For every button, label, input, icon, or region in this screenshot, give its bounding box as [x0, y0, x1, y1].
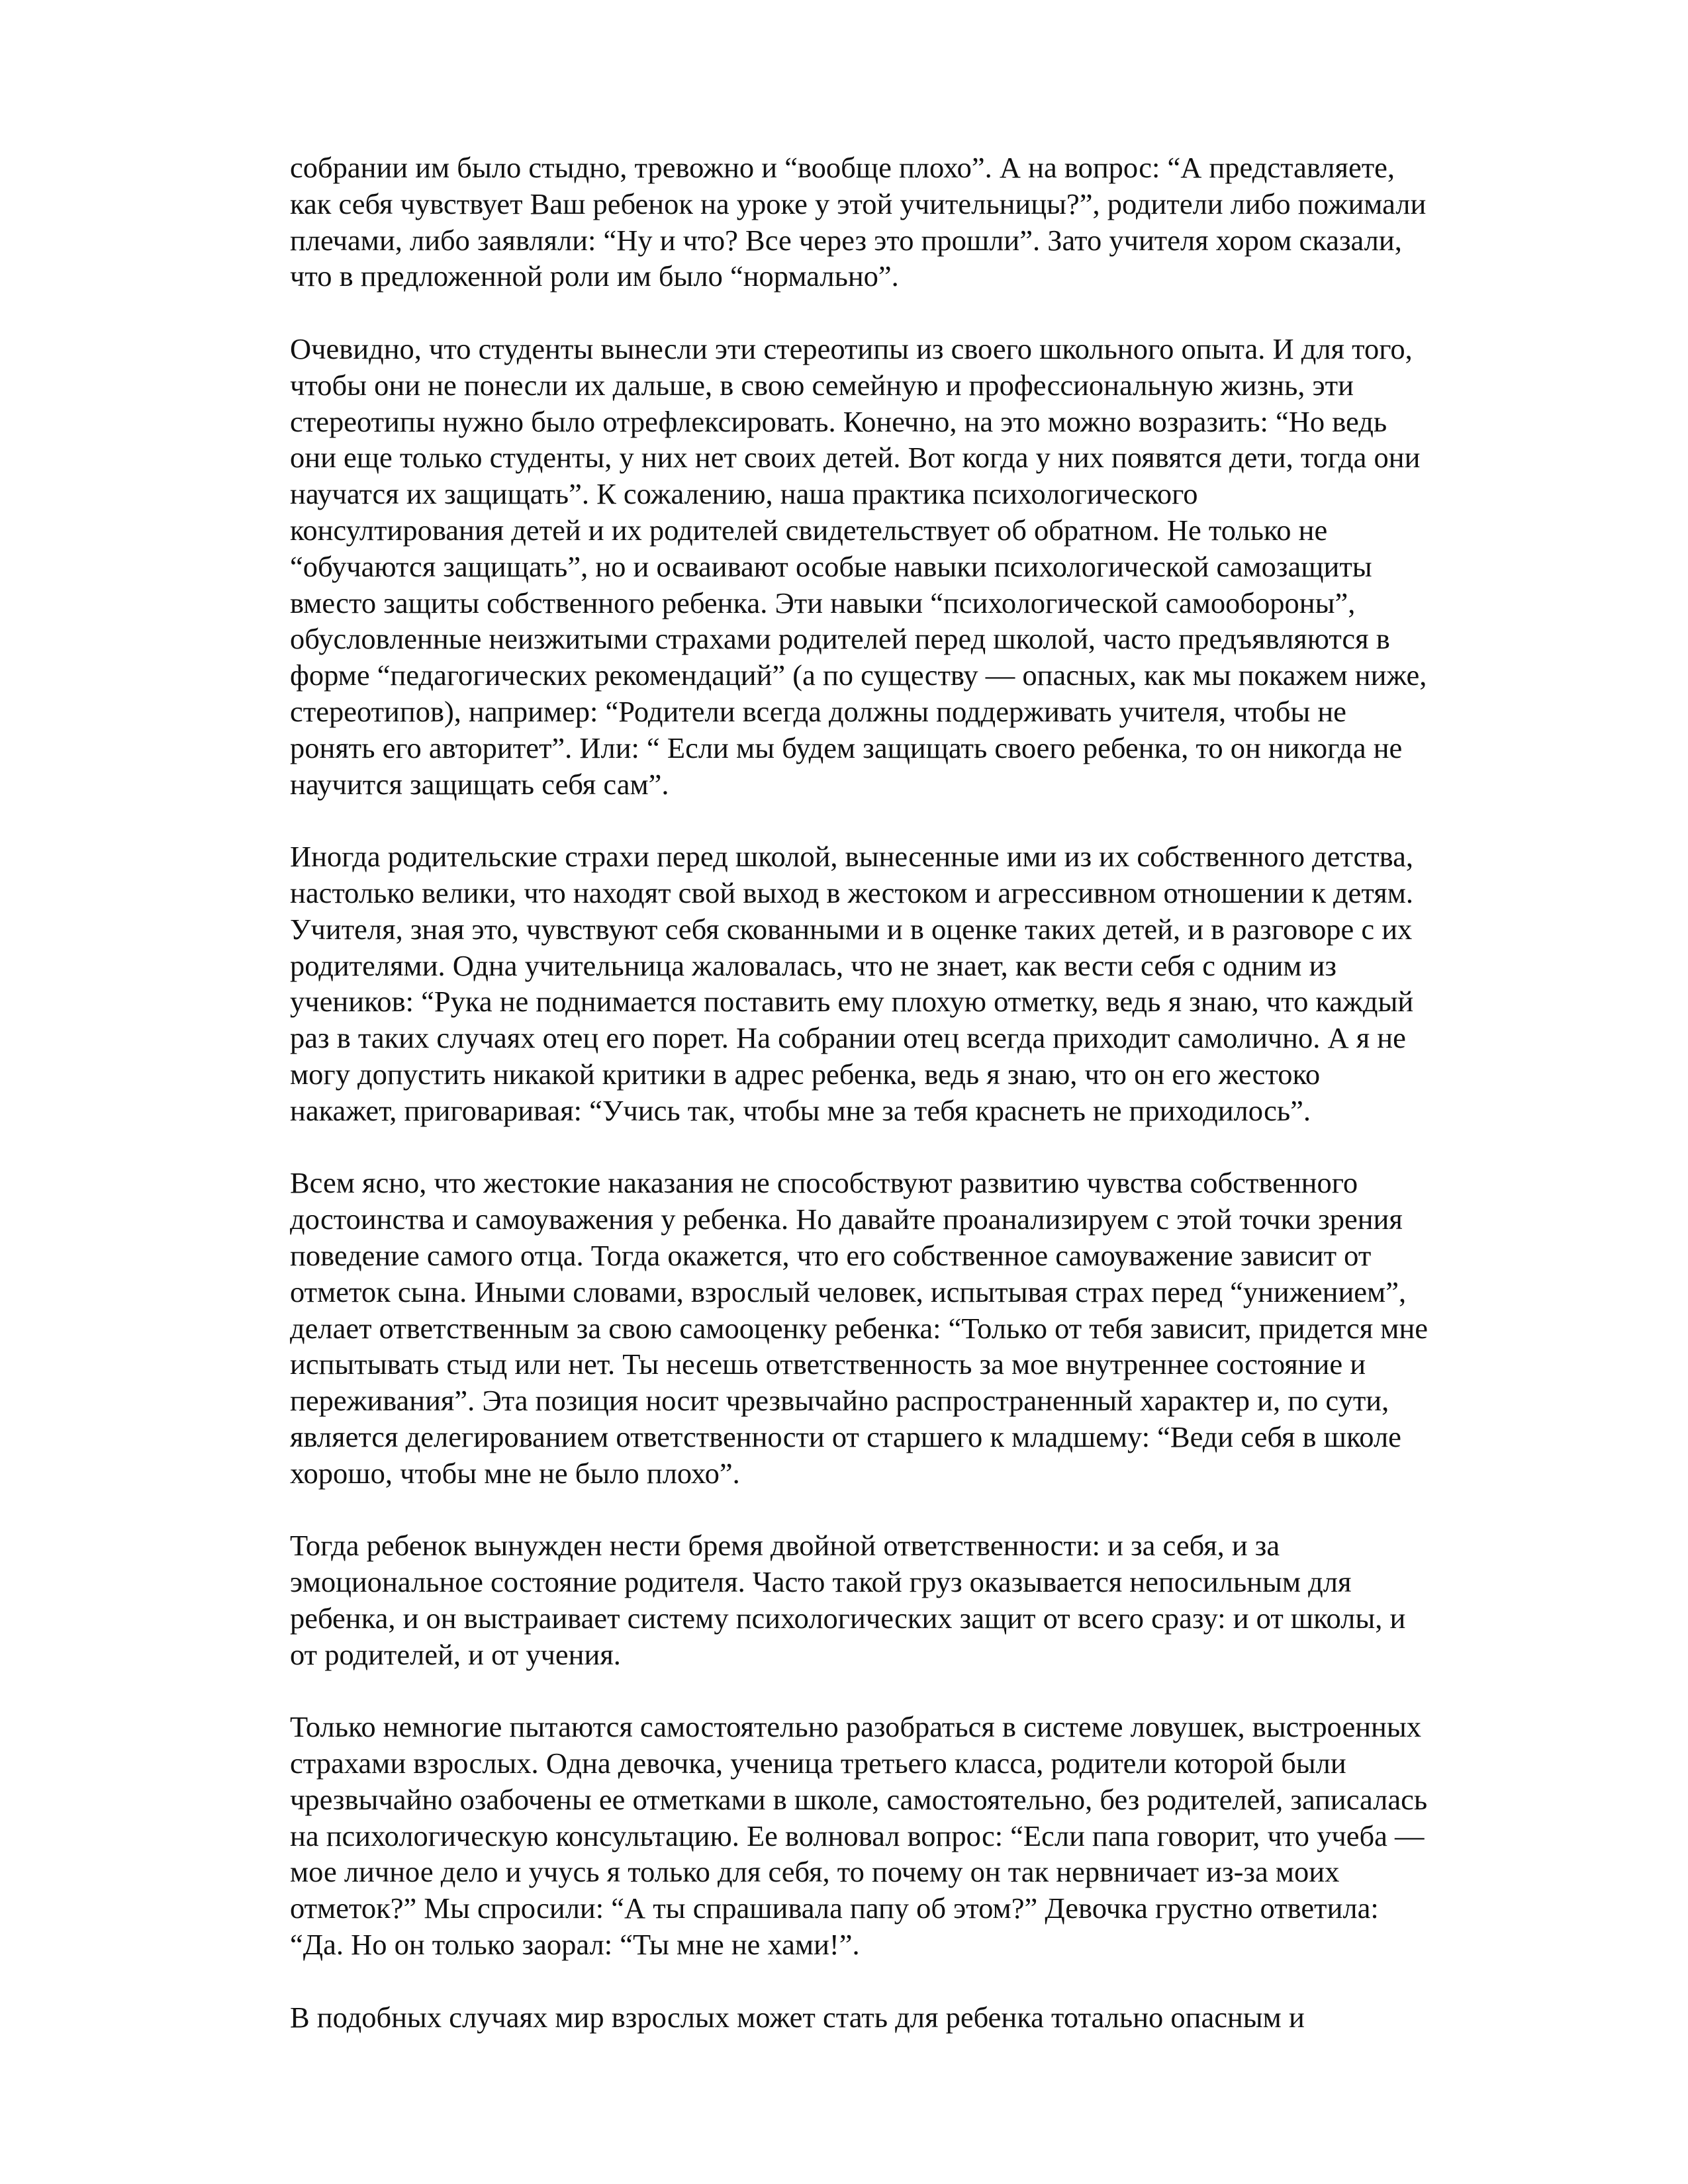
text-line: что в предложенной роли им было “нормально”.	[290, 259, 899, 293]
paragraph-7	[290, 1999, 1508, 2036]
text-line: учеников: “Рука не поднимается поставить ему плохую отметку, ведь я знаю, что каждый	[290, 985, 1414, 1019]
text-line: собрании им было стыдно, тревожно и “вообще плохо”. А на вопрос: “А представляете,	[290, 151, 1395, 184]
text-line: достоинства и самоуважения у ребенка. Но давайте проанализируем с этой точки зрения	[290, 1203, 1403, 1236]
text-line: чрезвычайно озабочены ее отметками в школе, самостоятельно, без родителей, записалась	[290, 1782, 1428, 1816]
text-line: вместо защиты собственного ребенка. Эти навыки “психологической самообороны”,	[290, 586, 1356, 619]
text-line: форме “педагогических рекомендаций” (а по существу — опасных, как мы покажем ниже,	[290, 659, 1427, 692]
text-line: делает ответственным за свою самооценку ребенка: “Только от тебя зависит, придется мне	[290, 1311, 1429, 1345]
paragraph-5	[290, 1527, 1508, 1672]
text-line: Учителя, зная это, чувствуют себя скованными и в оценке таких детей, и в разговоре с их	[290, 912, 1413, 946]
text-line: отметок сына. Иными словами, взрослый человек, испытывая страх перед “унижением”,	[290, 1275, 1407, 1308]
text-line: как себя чувствует Ваш ребенок на уроке у этой учительницы?”, родители либо пожимали	[290, 187, 1427, 220]
text-line: Иногда родительские страхи перед школой, вынесенные ими из их собственного детства,	[290, 840, 1413, 874]
paragraph-4	[290, 1165, 1508, 1491]
text-line: ронять его авторитет”. Или: “ Если мы будем защищать своего ребенка, то он никогда не	[290, 731, 1403, 764]
text-line: накажет, приговаривая: “Учись так, чтобы мне за тебя краснеть не приходилось”.	[290, 1093, 1311, 1127]
text-line: Только немногие пытаются самостоятельно разобраться в системе ловушек, выстроенных	[290, 1710, 1421, 1744]
paragraph-2	[290, 331, 1508, 802]
paragraph-1	[290, 150, 1508, 295]
text-line: они еще только студенты, у них нет своих детей. Вот когда у них появятся дети, тогда они	[290, 441, 1421, 475]
text-line: переживания”. Эта позиция носит чрезвычайно распространенный характер и, по сути,	[290, 1384, 1389, 1418]
text-line: раз в таких случаях отец его порет. На собрании отец всегда приходит самолично. А я не	[290, 1021, 1406, 1055]
text-line: плечами, либо заявляли: “Ну и что? Все через это прошли”. Зато учителя хором сказали,	[290, 223, 1402, 257]
text-line: испытывать стыд или нет. Ты несешь ответственность за мое внутреннее состояние и	[290, 1347, 1366, 1381]
text-line: В подобных случаях мир взрослых может стать для ребенка тотально опасным и	[290, 2000, 1305, 2034]
text-line: ребенка, и он выстраивает систему психологических защит от всего сразу: и от школы, и	[290, 1601, 1406, 1635]
text-line: страхами взрослых. Одна девочка, ученица третьего класса, родители которой были	[290, 1747, 1346, 1780]
text-line: от родителей, и от учения.	[290, 1637, 621, 1671]
text-line: “Да. Но он только заорал: “Ты мне не хами!”.	[290, 1928, 860, 1962]
text-line: могу допустить никакой критики в адрес ребенка, ведь я знаю, что он его жестоко	[290, 1057, 1321, 1091]
text-line: является делегированием ответственности от старшего к младшему: “Веди себя в школе	[290, 1420, 1401, 1453]
text-line: мое личное дело и учусь я только для себя, то почему он так нервничает из-за моих	[290, 1855, 1340, 1889]
text-line: “обучаются защищать”, но и осваивают особые навыки психологической самозащиты	[290, 549, 1372, 583]
text-line: Тогда ребенок вынужден нести бремя двойной ответственности: и за себя, и за	[290, 1529, 1280, 1563]
text-line: родителями. Одна учительница жаловалась, что не знает, как вести себя с одним из	[290, 948, 1336, 982]
text-line: настолько велики, что находят свой выход в жестоком и агрессивном отношении к детям.	[290, 876, 1413, 909]
text-line: на психологическую консультацию. Ее волновал вопрос: “Если папа говорит, что учеба —	[290, 1819, 1425, 1852]
text-line: эмоциональное состояние родителя. Часто такой груз оказывается непосильным для	[290, 1565, 1352, 1599]
text-line: поведение самого отца. Тогда окажется, что его собственное самоуважение зависит от	[290, 1238, 1372, 1272]
text-line: чтобы они не понесли их дальше, в свою семейную и профессиональную жизнь, эти	[290, 368, 1354, 402]
text-line: стереотипы нужно было отрефлексировать. Конечно, на это можно возразить: “Но ведь	[290, 404, 1387, 438]
paragraph-6	[290, 1709, 1508, 1963]
text-line: Всем ясно, что жестокие наказания не способствуют развитию чувства собственного	[290, 1166, 1358, 1200]
text-line: научится защищать себя сам”.	[290, 767, 669, 801]
text-line: стереотипов), например: “Родители всегда должны поддерживать учителя, чтобы не	[290, 694, 1346, 728]
text-line: Очевидно, что студенты вынесли эти стереотипы из своего школьного опыта. И для того,	[290, 332, 1413, 365]
text-line: хорошо, чтобы мне не было плохо”.	[290, 1456, 740, 1490]
text-line: обусловленные неизжитыми страхами родителей перед школой, часто предъявляются в	[290, 622, 1390, 656]
text-line: научатся их защищать”. К сожалению, наша практика психологического	[290, 477, 1198, 511]
paragraph-3	[290, 839, 1508, 1128]
text-line: отметок?” Мы спросили: “А ты спрашивала папу об этом?” Девочка грустно ответила:	[290, 1891, 1379, 1925]
text-line: консултирования детей и их родителей свидетельствует об обратном. Не только не	[290, 513, 1328, 547]
document-body	[290, 150, 1508, 2035]
